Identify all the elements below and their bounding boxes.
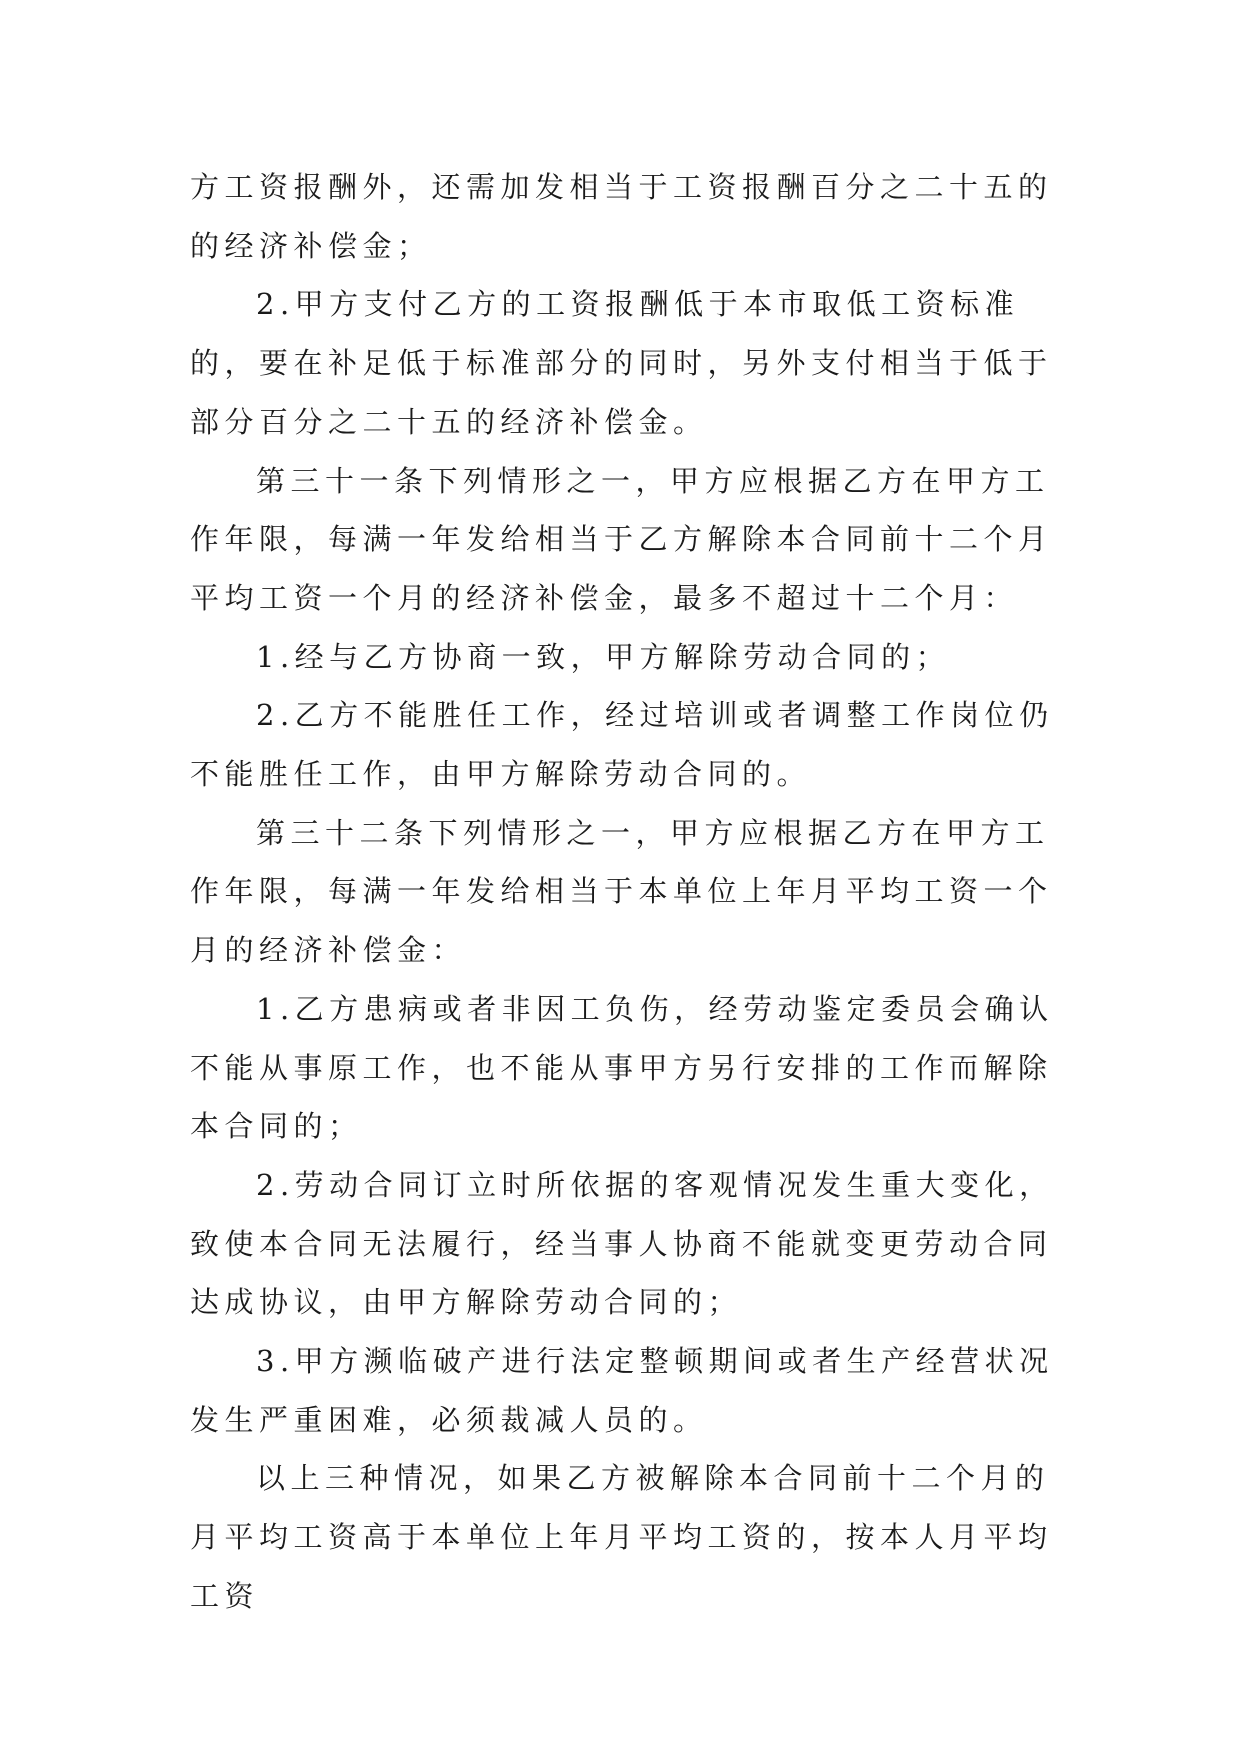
paragraph: 3.甲方濒临破产进行法定整顿期间或者生产经营状况发生严重困难，必须裁减人员的。 — [190, 1344, 1054, 1437]
paragraph: 2.乙方不能胜任工作，经过培训或者调整工作岗位仍不能胜任工作，由甲方解除劳动合同的。 — [190, 698, 1054, 792]
document-body — [190, 158, 1058, 1626]
paragraph: 2.甲方支付乙方的工资报酬低于本市取低工资标准的，要在补足低于标准部分的同时，另外支付相当于低于部分百分之二十五的经济补偿金。 — [190, 287, 1053, 439]
paragraph: 1.乙方患病或者非因工负伤，经劳动鉴定委员会确认不能从事原工作，也不能从事甲方另行安排的工作而解除本合同的； — [190, 991, 1054, 1144]
paragraph: 1.经与乙方协商一致，甲方解除劳动合同的； — [256, 639, 951, 674]
paragraph: 方工资报酬外，还需加发相当于工资报酬百分之二十五的的经济补偿金； — [190, 170, 1053, 263]
paragraph: 第三十一条下列情形之一，甲方应根据乙方在甲方工作年限，每满一年发给相当于乙方解除本合同前十二个月平均工资一个月的经济补偿金，最多不超过十二个月： — [190, 463, 1053, 615]
paragraph: 第三十二条下列情形之一，甲方应根据乙方在甲方工作年限，每满一年发给相当于本单位上年月平均工资一个月的经济补偿金： — [190, 815, 1053, 968]
paragraph: 以上三种情况，如果乙方被解除本合同前十二个月的月平均工资高于本单位上年月平均工资的，按本人月平均工资 — [190, 1461, 1053, 1613]
paragraph: 2.劳动合同订立时所依据的客观情况发生重大变化，致使本合同无法履行，经当事人协商不能就变更劳动合同达成协议，由甲方解除劳动合同的； — [190, 1167, 1054, 1320]
